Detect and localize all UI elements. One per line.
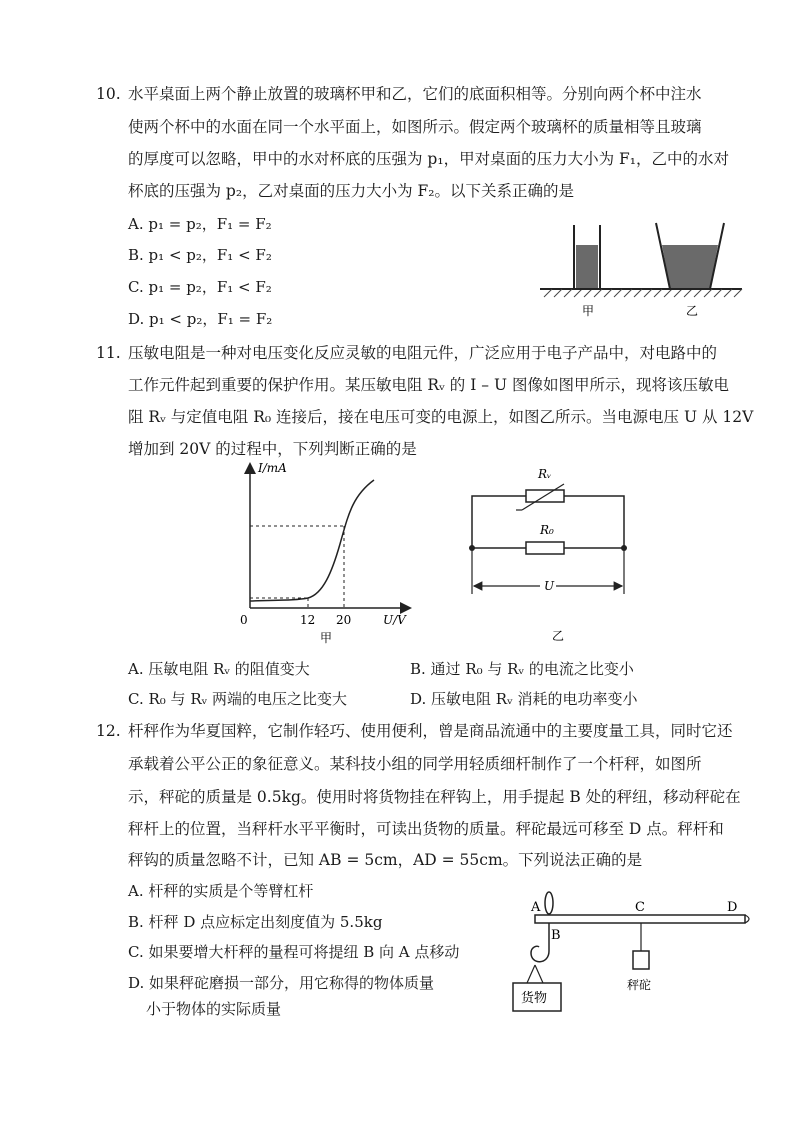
y-axis-label: I/mA bbox=[258, 461, 287, 475]
question-number: 12. bbox=[96, 722, 121, 740]
tick-label: 20 bbox=[336, 613, 352, 627]
question-text-line: 秤钩的质量忽略不计，已知 AB = 5cm，AD = 55cm。下列说法正确的是 bbox=[128, 851, 643, 869]
r0-label: R₀ bbox=[540, 523, 554, 537]
question-text-line: 水平桌面上两个静止放置的玻璃杯甲和乙，它们的底面积相等。分别向两个杯中注水 bbox=[128, 85, 702, 103]
option-b: B. p₁ < p₂，F₁ < F₂ bbox=[128, 246, 272, 264]
question-text-line: 使两个杯中的水面在同一个水平面上，如图所示。假定两个玻璃杯的质量相等且玻璃 bbox=[128, 118, 702, 136]
option-d-continued: 小于物体的实际质量 bbox=[146, 1000, 282, 1018]
option-d: D. 如果秤砣磨损一部分，用它称得的物体质量 bbox=[128, 974, 435, 992]
iu-graph bbox=[228, 460, 418, 650]
question-text-line: 阻 Rᵥ 与定值电阻 R₀ 连接后，接在电压可变的电源上，如图乙所示。当电源电压 U 从 12V bbox=[128, 408, 754, 426]
figure-caption: 甲 bbox=[320, 631, 333, 645]
point-a-label: A bbox=[531, 900, 541, 915]
question-text-line: 的厚度可以忽略，甲中的水对杯底的压强为 p₁，甲对桌面的压力大小为 F₁，乙中的水对 bbox=[128, 150, 729, 168]
goods-label: 货物 bbox=[521, 991, 548, 1006]
tick-label: 12 bbox=[300, 613, 316, 627]
figure-caption: 乙 bbox=[552, 629, 565, 643]
option-d: D. p₁ < p₂，F₁ = F₂ bbox=[128, 310, 273, 328]
option-a: A. 杆秤的实质是个等臂杠杆 bbox=[128, 882, 314, 900]
origin-label: 0 bbox=[240, 613, 248, 627]
question-text-line: 承载着公平公正的象征意义。某科技小组的同学用轻质细杆制作了一个杆秤，如图所 bbox=[128, 755, 702, 773]
option-d: D. 压敏电阻 Rᵥ 消耗的电功率变小 bbox=[410, 690, 638, 708]
question-text-line: 杯底的压强为 p₂，乙对桌面的压力大小为 F₂。以下关系正确的是 bbox=[128, 182, 574, 200]
question-number: 10. bbox=[96, 85, 121, 103]
rv-label: Rᵥ bbox=[538, 467, 552, 481]
question-text-line: 压敏电阻是一种对电压变化反应灵敏的电阻元件，广泛应用于电子产品中，对电路中的 bbox=[128, 344, 718, 362]
option-b: B. 杆秤 D 点应标定出刻度值为 5.5kg bbox=[128, 913, 383, 931]
question-number: 11. bbox=[96, 344, 121, 362]
glasses-figure bbox=[530, 215, 750, 325]
figure-caption: 乙 bbox=[686, 304, 699, 318]
question-text-line: 秤杆上的位置，当秤杆水平平衡时，可读出货物的质量。秤砣最远可移至 D 点。秤杆和 bbox=[128, 820, 724, 838]
option-c: C. 如果要增大杆秤的量程可将提纽 B 向 A 点移动 bbox=[128, 943, 460, 961]
option-c: C. p₁ = p₂，F₁ < F₂ bbox=[128, 278, 272, 296]
option-b: B. 通过 R₀ 与 Rᵥ 的电流之比变小 bbox=[410, 660, 634, 678]
figure-caption: 甲 bbox=[582, 304, 595, 318]
steelyard-figure bbox=[505, 885, 765, 1020]
point-d-label: D bbox=[727, 900, 738, 915]
question-text-line: 增加到 20V 的过程中，下列判断正确的是 bbox=[128, 440, 417, 458]
question-text-line: 工作元件起到重要的保护作用。某压敏电阻 Rᵥ 的 I – U 图像如图甲所示，现将该压敏电 bbox=[128, 376, 729, 394]
u-label: U bbox=[544, 579, 555, 593]
option-a: A. 压敏电阻 Rᵥ 的阻值变大 bbox=[128, 660, 310, 678]
question-text-line: 示，秤砣的质量是 0.5kg。使用时将货物挂在秤钩上，用手提起 B 处的秤纽，移动秤砣在 bbox=[128, 788, 741, 806]
point-c-label: C bbox=[635, 900, 645, 915]
x-axis-label: U/V bbox=[383, 613, 406, 627]
option-c: C. R₀ 与 Rᵥ 两端的电压之比变大 bbox=[128, 690, 347, 708]
point-b-label: B bbox=[551, 928, 561, 943]
option-a: A. p₁ = p₂，F₁ = F₂ bbox=[128, 215, 272, 233]
weight-label: 秤砣 bbox=[627, 978, 652, 992]
question-text-line: 杆秤作为华夏国粹，它制作轻巧、使用便利，曾是商品流通中的主要度量工具，同时它还 bbox=[128, 722, 733, 740]
circuit-diagram bbox=[460, 458, 640, 648]
